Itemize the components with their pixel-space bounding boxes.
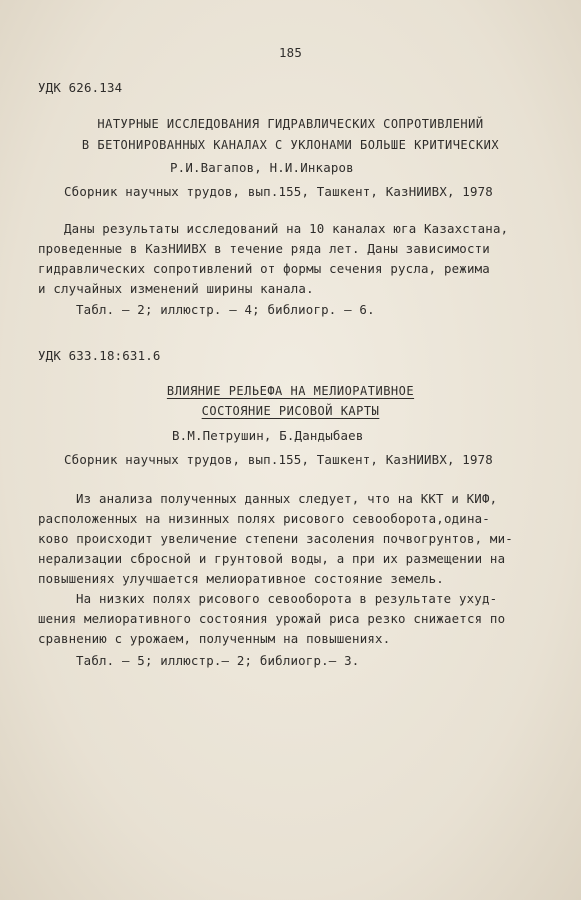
- abstract-2-line-8: сравнению с урожаем, полученным на повышениях.: [38, 631, 391, 646]
- authors-1: Р.И.Вагапов, Н.И.Инкаров: [170, 160, 354, 175]
- abstract-2-line-1: Из анализа полученных данных следует, что на ККТ и КИФ,: [76, 491, 498, 506]
- udk-code-2: УДК 633.18:631.6: [38, 348, 161, 363]
- abstract-1-line-1: Даны результаты исследований на 10 каналах юга Казахстана,: [64, 221, 509, 236]
- udk-code-1: УДК 626.134: [38, 80, 123, 95]
- page-number: 185: [279, 45, 302, 60]
- abstract-2-line-7: шения мелиоративного состояния урожай риса резко снижается по: [38, 611, 506, 626]
- authors-2: В.М.Петрушин, Б.Дандыбаев: [172, 428, 364, 443]
- source-1: Сборник научных трудов, вып.155, Ташкент, КазНИИВХ, 1978: [64, 184, 493, 199]
- refs-1: Табл. – 2; иллюстр. – 4; библиогр. – 6.: [76, 302, 375, 317]
- title-1-line-2: В БЕТОНИРОВАННЫХ КАНАЛАХ С УКЛОНАМИ БОЛЬШЕ КРИТИЧЕСКИХ: [81, 138, 500, 152]
- title-2-line-2: СОСТОЯНИЕ РИСОВОЙ КАРТЫ: [201, 404, 380, 418]
- abstract-2-line-5: повышениях улучшается мелиоративное состояние земель.: [38, 571, 444, 586]
- abstract-2-line-6: На низких полях рисового севооборота в результате ухуд-: [76, 591, 498, 606]
- abstract-2-line-4: нерализации сбросной и грунтовой воды, а при их размещении на: [38, 551, 506, 566]
- refs-2: Табл. – 5; иллюстр.– 2; библиогр.– 3.: [76, 653, 360, 668]
- title-1-line-1: НАТУРНЫЕ ИССЛЕДОВАНИЯ ГИДРАВЛИЧЕСКИХ СОПРОТИВЛЕНИЙ: [97, 117, 484, 131]
- abstract-1-line-3: гидравлических сопротивлений от формы сечения русла, режима: [38, 261, 490, 276]
- abstract-1-line-4: и случайных изменений ширины канала.: [38, 281, 314, 296]
- abstract-1-line-2: проведенные в КазНИИВХ в течение ряда лет. Даны зависимости: [38, 241, 490, 256]
- abstract-2-line-2: расположенных на низинных полях рисового севооборота,одина-: [38, 511, 490, 526]
- source-2: Сборник научных трудов, вып.155, Ташкент, КазНИИВХ, 1978: [64, 452, 493, 467]
- abstract-2-line-3: ково происходит увеличение степени засоления почвогрунтов, ми-: [38, 531, 513, 546]
- title-2-line-1: ВЛИЯНИЕ РЕЛЬЕФА НА МЕЛИОРАТИВНОЕ: [166, 384, 415, 398]
